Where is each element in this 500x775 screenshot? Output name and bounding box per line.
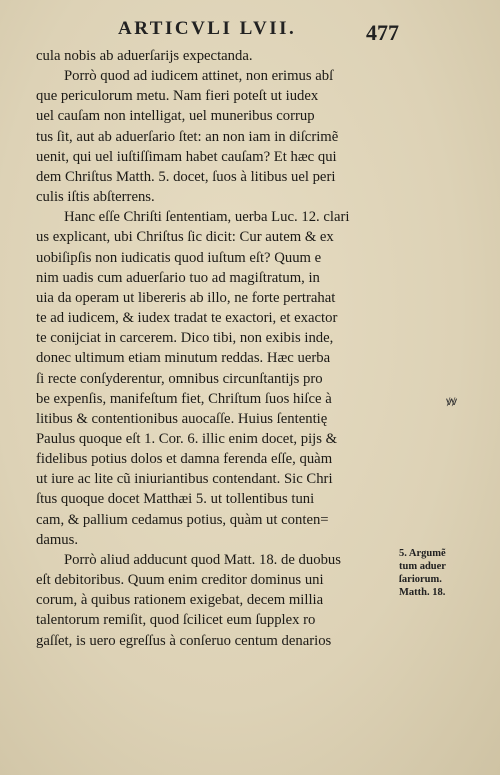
text-line: gaſſet, is uero egreſſus à conſeruo centum denarios xyxy=(36,632,332,649)
text-line: be expenſis, manifeſtum fiet, Chriſtum ſuos hiſce à xyxy=(36,390,332,407)
text-line: te conijciat in carcerem. Dico tibi, non exibis inde, xyxy=(36,330,334,347)
margin-note-line: 5. Argumẽ xyxy=(399,548,446,559)
text-line: Porrò aliud adducunt quod Matt. 18. de duobus xyxy=(64,551,341,568)
running-title: ARTICVLI LVII. xyxy=(118,18,297,39)
text-line: talentorum remiſit, quod ſcilicet eum ſupplex ro xyxy=(36,612,316,629)
text-line: cam, & pallium cedamus potius, quàm ut conten= xyxy=(36,511,329,528)
text-line: corum, à quibus rationem exigebat, decem millia xyxy=(36,592,324,609)
text-line: uia da operam ut libereris ab illo, ne forte pertrahat xyxy=(36,289,336,306)
text-line: damus. xyxy=(36,531,79,548)
body-text xyxy=(36,46,396,651)
text-line: cula nobis ab aduerſarijs expectanda. xyxy=(36,48,253,64)
text-line: dem Chriſtus Matth. 5. docet, ſuos à litibus uel peri xyxy=(36,168,336,185)
text-line: tus ſit, aut ab aduerſario ſtet: an non iam in diſcrimẽ xyxy=(36,128,339,145)
text-line: te ad iudicem, & iudex tradat te exactori, et exactor xyxy=(36,310,338,327)
margin-note-line: Matth. 18. xyxy=(399,587,446,598)
text-line: uel cauſam non intelligat, uel muneribus corrup xyxy=(36,108,315,125)
text-line: uenit, qui uel iuſtiſſimam habet cauſam? Et hæc qui xyxy=(36,148,337,165)
text-line: donec ultimum etiam minutum reddas. Hæc uerba xyxy=(36,350,331,367)
text-line: culis iſtis abſterrens. xyxy=(36,189,155,206)
marginal-mark: ꝟꝟ xyxy=(446,394,457,408)
text-line: Hanc eſſe Chriſti ſententiam, uerba Luc. 12. clari xyxy=(64,209,350,226)
margin-note-line: tum aduer xyxy=(399,561,446,572)
text-line: eſt debitoribus. Quum enim creditor dominus uni xyxy=(36,572,324,589)
margin-note xyxy=(399,547,469,599)
text-line: litibus & contentionibus auocaſſe. Huius ſententię xyxy=(36,410,328,427)
text-line: ſtus quoque docet Matthæi 5. ut tollentibus tuni xyxy=(36,491,315,508)
text-line: us explicant, ubi Chriſtus ſic dicit: Cur autem & ex xyxy=(36,229,334,246)
text-line: ut iure ac lite cũ iniuriantibus contendant. Sic Chri xyxy=(36,471,333,488)
text-line: fidelibus potius dolos et damna ferenda eſſe, quàm xyxy=(36,451,333,468)
page-number: 477 xyxy=(366,20,399,45)
text-line: ſi recte conſyderentur, omnibus circunſtantijs pro xyxy=(36,370,323,387)
text-line: uobiſipſis non iudicatis quod iuſtum eſt? Quum e xyxy=(36,249,322,266)
text-line: que periculorum metu. Nam fieri poteſt ut iudex xyxy=(36,88,319,105)
text-line: Porrò quod ad iudicem attinet, non erimus abſ xyxy=(64,68,334,85)
text-line: nim uadis cum aduerſario tuo ad magiſtratum, in xyxy=(36,269,320,286)
margin-note-line: ſariorum. xyxy=(399,574,442,585)
text-line: Paulus quoque eſt 1. Cor. 6. illic enim docet, pijs & xyxy=(36,430,338,447)
